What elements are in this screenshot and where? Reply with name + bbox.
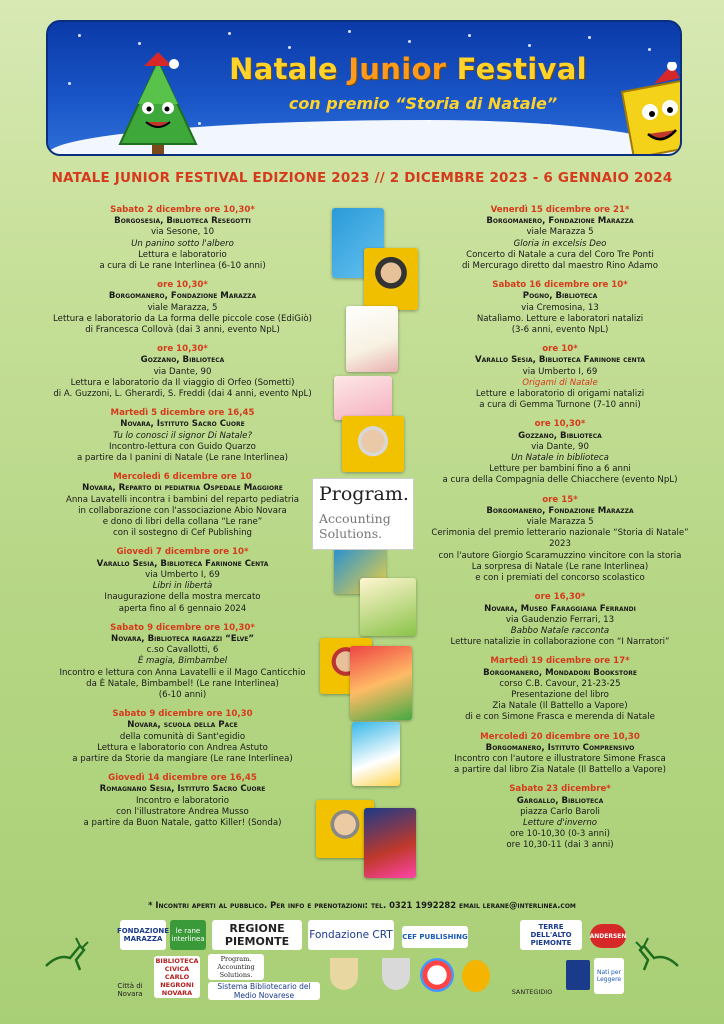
event-detail: con il sostegno di Cef Publishing bbox=[113, 528, 252, 539]
event-detail: Letture natalizie in collaborazione con “I Narratori” bbox=[450, 637, 670, 648]
event-title: Origami di Natale bbox=[522, 377, 598, 388]
event-detail: via Dante, 90 bbox=[531, 441, 589, 452]
event-detail: a partire da I panini di Natale (Le rane Interlinea) bbox=[76, 453, 289, 464]
author-photo bbox=[342, 416, 404, 472]
event-entry bbox=[425, 592, 695, 648]
event-date: ore 10,30* bbox=[157, 280, 208, 291]
event-date: Mercoledì 20 dicembre ore 10,30 bbox=[480, 731, 640, 742]
event-date: Venerdì 15 dicembre ore 21* bbox=[490, 205, 630, 215]
event-entry bbox=[40, 623, 325, 701]
footer-note: * Incontri aperti al pubblico. Per info e prenotazioni: tel. 0321 1992282 email lerane@interlinea.com bbox=[148, 900, 576, 910]
event-date: Sabato 2 dicembre ore 10,30* bbox=[110, 205, 255, 215]
event-detail: a cura di Gemma Turnone (7-10 anni) bbox=[479, 400, 641, 411]
fondazione-crt-logo: Fondazione CRT bbox=[308, 920, 394, 950]
event-entry bbox=[40, 344, 325, 400]
event-entry bbox=[40, 709, 325, 765]
event-detail: di Mercurago diretto dal maestro Rino Adamo bbox=[461, 261, 659, 272]
event-entry bbox=[425, 205, 695, 272]
event-venue: Gargallo, Biblioteca bbox=[516, 795, 604, 806]
event-detail: di A. Guzzoni, L. Gherardi, S. Freddi (dai 4 anni, evento NpL) bbox=[53, 389, 312, 400]
sistema-bibliotecario-logo: Sistema Bibliotecario del Medio Novarese bbox=[208, 982, 320, 1000]
edition-line: NATALE JUNIOR FESTIVAL EDIZIONE 2023 // 2 DICEMBRE 2023 - 6 GENNAIO 2024 bbox=[51, 170, 673, 186]
event-detail: ore 10,30-11 (dai 3 anni) bbox=[506, 840, 614, 851]
event-detail: a partire da Storie da mangiare (Le rane Interlinea) bbox=[72, 753, 293, 764]
program-small-logo: Program. Accounting Solutions. bbox=[208, 954, 264, 980]
event-date: Giovedì 7 dicembre ore 10* bbox=[116, 547, 249, 558]
event-detail: Incontro-lettura con Guido Quarzo bbox=[109, 441, 256, 452]
event-title: Un Natale in biblioteca bbox=[511, 453, 609, 464]
event-title: Tu lo conosci il signor Di Natale? bbox=[112, 430, 253, 441]
event-venue: Romagnano Sesia, Istituto Sacro Cuore bbox=[99, 784, 266, 795]
event-detail: Cerimonia del premio letterario nazionale “Storia di Natale” 2023 bbox=[431, 528, 689, 550]
book-cover-image bbox=[346, 306, 398, 372]
event-entry bbox=[425, 344, 695, 411]
event-detail: Incontro e lettura con Anna Lavatelli e il Mago Canticchio bbox=[59, 667, 306, 678]
event-detail: via Umberto I, 69 bbox=[145, 569, 220, 580]
event-detail: della comunità di Sant'egidio bbox=[119, 731, 246, 742]
event-detail: corso C.B. Cavour, 21-23-25 bbox=[499, 678, 621, 689]
event-detail: Anna Lavatelli incontra i bambini del reparto pediatria bbox=[65, 494, 300, 505]
event-detail: viale Marazza 5 bbox=[526, 517, 594, 528]
event-detail: in collaborazione con l'associazione Abio Novara bbox=[78, 505, 287, 516]
event-detail: (3-6 anni, evento NpL) bbox=[511, 325, 609, 336]
comune-crest-icon bbox=[382, 958, 410, 990]
event-title: Un panino sotto l'albero bbox=[131, 238, 234, 249]
event-date: ore 10* bbox=[542, 344, 578, 355]
event-date: Mercoledì 6 dicembre ore 10 bbox=[113, 472, 252, 483]
event-detail: a partire da Buon Natale, gatto Killer! (Sonda) bbox=[83, 817, 282, 828]
comune-crest-icon bbox=[330, 958, 358, 990]
event-detail: Lettura e laboratorio da La forma delle piccole cose (EdiGiò) bbox=[53, 313, 312, 324]
event-entry bbox=[425, 732, 695, 777]
event-entry bbox=[40, 472, 325, 539]
event-detail: e dono di libri della collana “Le rane” bbox=[102, 517, 263, 528]
event-detail: da È Natale, Bimbambel! (Le rane Interlinea) bbox=[86, 678, 279, 689]
event-entry bbox=[425, 784, 695, 851]
event-detail: aperta fino al 6 gennaio 2024 bbox=[118, 603, 247, 614]
event-detail: Lettura e laboratorio con Andrea Astuto bbox=[97, 742, 268, 753]
event-title: È magia, Bimbambel bbox=[137, 656, 228, 667]
event-date: ore 10,30* bbox=[534, 419, 586, 430]
event-title: Letture d'inverno bbox=[522, 817, 598, 828]
events-right-column bbox=[425, 205, 695, 860]
event-detail: di Francesca Collovà (dai 3 anni, evento NpL) bbox=[85, 325, 280, 336]
event-venue: Pogno, Biblioteca bbox=[522, 291, 598, 302]
citta-novara-logo: Città di Novara bbox=[117, 982, 143, 998]
event-detail: e con i premiati del concorso scolastico bbox=[475, 573, 645, 584]
event-detail: c.so Cavallotti, 6 bbox=[146, 645, 219, 656]
book-logo-icon bbox=[462, 960, 490, 992]
event-detail: via Sesone, 10 bbox=[150, 227, 215, 238]
rane-logo: le rane interlinea bbox=[170, 920, 206, 950]
event-entry bbox=[40, 547, 325, 614]
festival-subtitle: con premio “Storia di Natale” bbox=[288, 94, 558, 113]
cef-publishing-logo: CEF PUBLISHING bbox=[402, 926, 468, 948]
event-date: ore 10,30* bbox=[157, 344, 208, 355]
event-detail: via Cremosina, 13 bbox=[521, 302, 599, 313]
event-detail: con l'illustratore Andrea Musso bbox=[116, 806, 249, 817]
reindeer-icon bbox=[634, 936, 684, 976]
book-cover-image bbox=[364, 808, 416, 878]
event-date: Giovedì 14 dicembre ore 16,45 bbox=[108, 773, 257, 784]
event-venue: Varallo Sesia, Biblioteca Farinone centa bbox=[475, 355, 645, 366]
event-entry bbox=[40, 205, 325, 272]
event-detail: (6-10 anni) bbox=[158, 689, 207, 700]
event-detail: Lettura e laboratorio da Il viaggio di Orfeo (Sometti) bbox=[70, 377, 295, 388]
event-detail: Concerto di Natale a cura del Coro Tre Ponti bbox=[466, 249, 654, 260]
event-entry bbox=[425, 280, 695, 336]
event-venue: Novara, Biblioteca ragazzi “Elve” bbox=[111, 633, 254, 644]
event-venue: Novara, Istituto Sacro Cuore bbox=[120, 419, 245, 430]
event-detail: Letture per bambini fino a 6 anni bbox=[489, 464, 631, 475]
event-date: Sabato 16 dicembre ore 10* bbox=[492, 280, 628, 291]
event-venue: Borgomanero, Fondazione Marazza bbox=[486, 216, 634, 227]
event-date: ore 15* bbox=[542, 494, 578, 505]
event-venue: Novara, Reparto di pediatria Ospedale Maggiore bbox=[82, 483, 283, 494]
terre-alto-piemonte-logo: TERRE DELL'ALTO PIEMONTE bbox=[520, 920, 582, 950]
event-title: Gloria in excelsis Deo bbox=[513, 238, 607, 249]
andersen-logo: ANDERSEN bbox=[590, 924, 626, 948]
book-cover-image bbox=[350, 646, 412, 720]
event-detail: Natalìamo. Letture e laboratori natalizi bbox=[476, 313, 644, 324]
event-detail: di e con Simone Frasca e merenda di Natale bbox=[465, 712, 655, 723]
christmas-tree-mascot-icon bbox=[108, 50, 208, 156]
book-cover-image bbox=[334, 376, 392, 420]
nati-per-leggere-logo: Nati per Leggere bbox=[594, 958, 624, 994]
event-date: Sabato 23 dicembre* bbox=[509, 784, 611, 795]
header-banner bbox=[46, 20, 682, 156]
event-detail: Presentazione del libro bbox=[511, 689, 609, 700]
book-mascot-icon bbox=[608, 62, 682, 156]
event-date: Martedì 19 dicembre ore 17* bbox=[490, 656, 630, 667]
santegidio-logo: SANTEGIDIO bbox=[511, 988, 553, 996]
event-detail: La sorpresa di Natale (Le rane Interlinea) bbox=[471, 561, 649, 572]
event-detail: viale Marazza, 5 bbox=[147, 302, 218, 313]
event-detail: Letture e laboratorio di origami natalizi bbox=[475, 389, 645, 400]
event-venue: Gozzano, Biblioteca bbox=[140, 355, 225, 366]
event-detail: Incontro con l'autore e illustratore Simone Frasca bbox=[454, 753, 666, 764]
event-date: Sabato 9 dicembre ore 10,30 bbox=[112, 709, 253, 720]
event-venue: Novara, scuola della Pace bbox=[127, 720, 238, 731]
reindeer-icon bbox=[40, 936, 90, 976]
event-venue: Borgomanero, Istituto Comprensivo bbox=[485, 742, 635, 753]
event-entry bbox=[40, 280, 325, 336]
event-entry bbox=[425, 656, 695, 723]
festival-title: Natale Junior Festival bbox=[229, 52, 587, 86]
event-venue: Borgomanero, Mondadori Bookstore bbox=[483, 667, 637, 678]
event-detail: Zia Natale (Il Battello a Vapore) bbox=[492, 701, 628, 712]
event-detail: via Umberto I, 69 bbox=[522, 366, 598, 377]
event-venue: Varallo Sesia, Biblioteca Farinone Centa bbox=[96, 558, 269, 569]
clown-logo-icon bbox=[420, 958, 454, 992]
event-detail: Incontro e laboratorio bbox=[135, 795, 230, 806]
event-entry bbox=[425, 419, 695, 486]
event-venue: Borgomanero, Fondazione Marazza bbox=[108, 291, 257, 302]
event-entry bbox=[40, 408, 325, 464]
book-cover-image bbox=[352, 722, 400, 786]
book-cover-image bbox=[360, 578, 416, 636]
author-photo bbox=[364, 248, 418, 310]
event-date: Martedì 5 dicembre ore 16,45 bbox=[110, 408, 255, 419]
event-entry bbox=[425, 495, 695, 585]
event-venue: Borgomanero, Fondazione Marazza bbox=[486, 505, 634, 516]
event-venue: Novara, Museo Faraggiana Ferrandi bbox=[484, 603, 636, 614]
event-detail: via Dante, 90 bbox=[153, 366, 212, 377]
regione-piemonte-logo: REGIONE PIEMONTE bbox=[212, 920, 302, 950]
biblioteca-civica-negroni-logo: BIBLIOTECA CIVICA CARLO NEGRONI NOVARA bbox=[155, 957, 199, 997]
events-left-column bbox=[40, 205, 325, 837]
event-entry bbox=[40, 773, 325, 829]
event-detail: a partire dal libro Zia Natale (Il Battello a Vapore) bbox=[454, 765, 666, 776]
event-venue: Gozzano, Biblioteca bbox=[518, 430, 602, 441]
event-date: ore 16,30* bbox=[534, 592, 586, 603]
event-detail: a cura della Compagnia delle Chiacchere (evento NpL) bbox=[442, 475, 678, 486]
event-title: Babbo Natale racconta bbox=[510, 625, 610, 636]
event-detail: piazza Carlo Baroli bbox=[520, 806, 600, 817]
library-logo-icon bbox=[566, 960, 590, 990]
event-venue: Borgosesia, Biblioteca Resegotti bbox=[114, 216, 251, 227]
event-detail: via Gaudenzio Ferrari, 13 bbox=[505, 614, 615, 625]
event-title: Libri in libertà bbox=[152, 581, 213, 592]
marazza-logo: FONDAZIONE MARAZZA bbox=[120, 920, 166, 950]
event-detail: a cura di Le rane Interlinea (6-10 anni) bbox=[99, 261, 266, 272]
event-detail: Inaugurazione della mostra mercato bbox=[104, 592, 261, 603]
event-detail: con l'autore Giorgio Scaramuzzino vincitore con la storia bbox=[438, 550, 682, 561]
program-accounting-ad: Program. Accounting Solutions. bbox=[312, 478, 414, 550]
event-detail: Lettura e laboratorio bbox=[138, 249, 227, 260]
event-date: Sabato 9 dicembre ore 10,30* bbox=[110, 622, 255, 633]
event-detail: ore 10-10,30 (0-3 anni) bbox=[509, 829, 610, 840]
event-detail: viale Marazza 5 bbox=[526, 227, 594, 238]
